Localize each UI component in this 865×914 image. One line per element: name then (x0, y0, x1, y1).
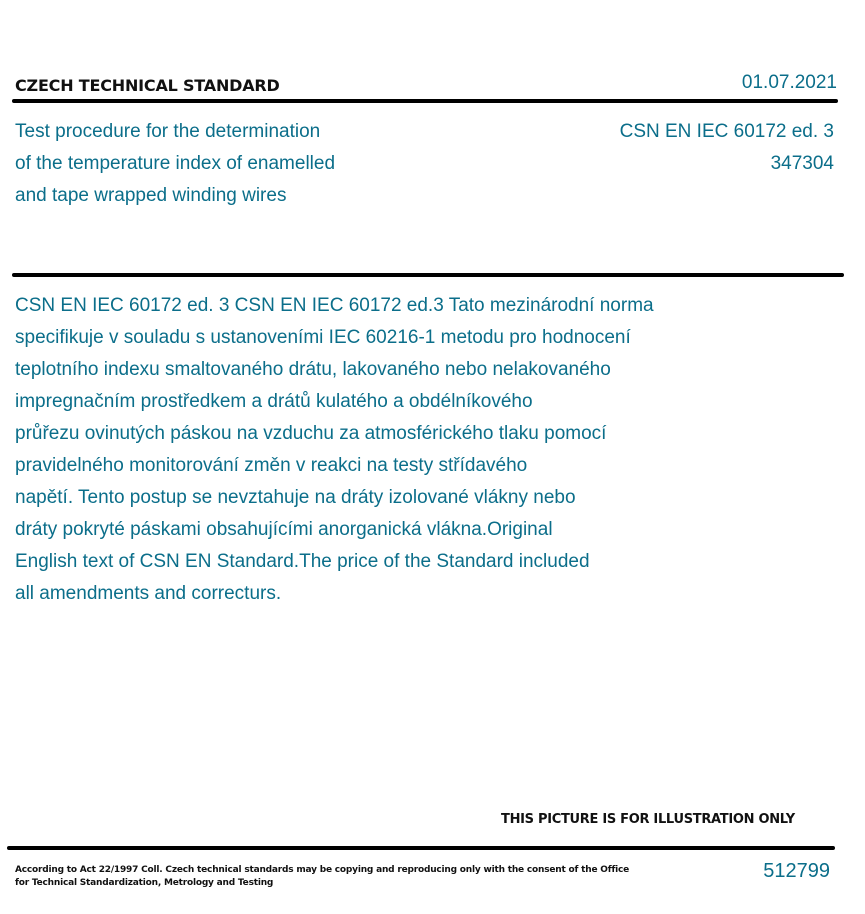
description-line: teplotního indexu smaltovaného drátu, lakovaného nebo nelakovaného (15, 359, 611, 380)
title-divider (12, 273, 844, 277)
standard-designation: CSN EN IEC 60172 ed. 3 (619, 121, 834, 142)
description-line: pravidelného monitorování změn v reakci na testy střídavého (15, 455, 528, 476)
standard-type-label: CZECH TECHNICAL STANDARD (15, 76, 280, 95)
standard-identifiers (620, 116, 834, 180)
title-line: and tape wrapped winding wires (15, 185, 287, 206)
header-divider (12, 99, 838, 103)
description-line: specifikuje v souladu s ustanoveními IEC 60216-1 metodu pro hodnocení (15, 327, 631, 348)
publication-date: 01.07.2021 (741, 72, 837, 93)
description-line: impregnačním prostředkem a drátů kulatého a obdélníkového (15, 391, 533, 412)
description-line: CSN EN IEC 60172 ed. 3 CSN EN IEC 60172 ed.3 Tato mezinárodní norma (15, 295, 654, 316)
document-number: 512799 (763, 860, 830, 882)
description-line: dráty pokryté páskami obsahujícími anorganická vlákna.Original (15, 519, 553, 540)
standard-description (15, 290, 815, 610)
illustration-disclaimer: THIS PICTURE IS FOR ILLUSTRATION ONLY (501, 812, 795, 827)
classification-code: 347304 (770, 153, 834, 174)
title-line: Test procedure for the determination (15, 121, 321, 142)
description-line: průřezu ovinutých páskou na vzduchu za atmosférického tlaku pomocí (15, 423, 607, 444)
standard-title (15, 116, 495, 212)
footer-divider (7, 846, 835, 850)
legal-line: According to Act 22/1997 Coll. Czech technical standards may be copying and reproducing only with the consent of the Office (15, 865, 630, 875)
description-line: napětí. Tento postup se nevztahuje na dráty izolované vlákny nebo (15, 487, 576, 508)
description-line: all amendments and correcturs. (15, 583, 282, 604)
title-line: of the temperature index of enamelled (15, 153, 336, 174)
description-line: English text of CSN EN Standard.The price of the Standard included (15, 551, 590, 572)
legal-line: for Technical Standardization, Metrology and Testing (15, 878, 274, 888)
legal-notice (15, 864, 630, 890)
